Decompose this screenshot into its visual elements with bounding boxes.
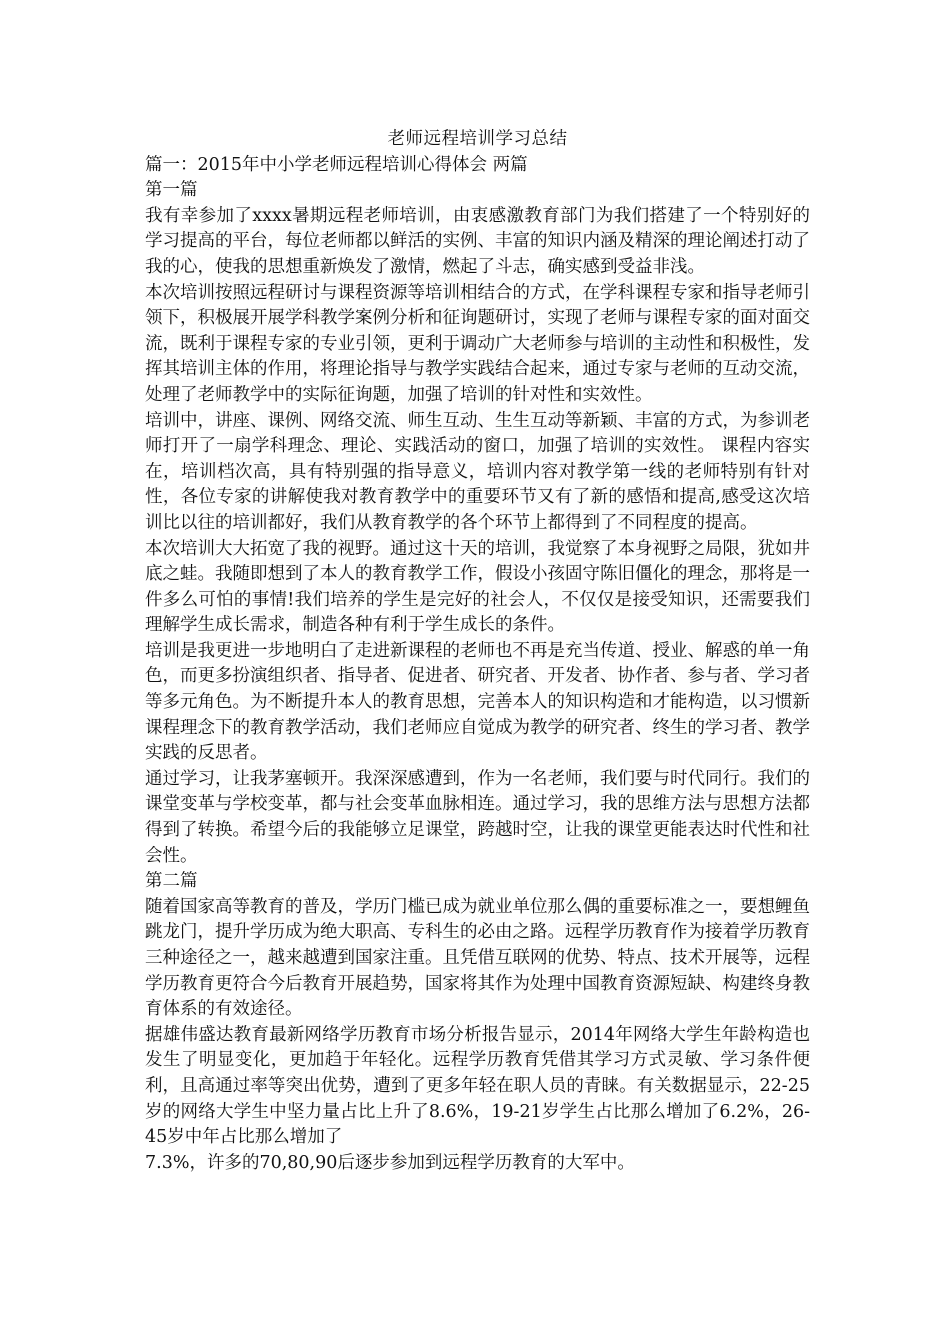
part-one-heading: 第一篇 — [145, 180, 198, 201]
final-line: 7.3%，许多的70,80,90后逐步参加到远程学历教育的大军中。 — [145, 1152, 635, 1173]
paragraph: 随着国家高等教育的普及，学历门槛已成为就业单位那么偶的重要标准之一，要想鲤鱼跳龙门，提升学历成为绝大职高、专科生的必由之路。远程学历教育作为接着学历教育三种途径之一，越来越遭到国家注重。且凭借互联网的优势、特点、技术开展等，远程学历教育更符合今后教育开展趋势，国家将其作为处理中国教育资源短缺、构建终身教育体系的有效途径。 — [145, 896, 810, 1020]
paragraph: 本次培训大大拓宽了我的视野。通过这十天的培训，我觉察了本身视野之局限，犹如井底之蛙。我随即想到了本人的教育教学工作，假设小孩固守陈旧僵化的理念，那将是一件多么可怕的事情!我们培养的学生是完好的社会人，不仅仅是接受知识，还需要我们理解学生成长需求，制造各种有利于学生成长的条件。 — [145, 538, 810, 636]
paragraph: 我有幸参加了xxxx暑期远程老师培训，由衷感激教育部门为我们搭建了一个特别好的学习提高的平台，每位老师都以鲜活的实例、丰富的知识内涵及精深的理论阐述打动了我的心，使我的思想重新焕发了激情，燃起了斗志，确实感到受益非浅。 — [145, 205, 810, 277]
paragraph: 培训中，讲座、课例、网络交流、师生互动、生生互动等新颖、丰富的方式，为参训老师打开了一扇学科理念、理论、实践活动的窗口，加强了培训的实效性。 课程内容实在，培训档次高，具有特别强的指导意义，培训内容对教学第一线的老师特别有针对性，各位专家的讲解使我对教育教学中的重要环节又有了新的感悟和提高,感受这次培训比以往的培训都好，我们从教育教学的各个环节上都得到了不同程度的提高。 — [145, 410, 810, 533]
paragraph: 培训是我更进一步地明白了走进新课程的老师也不再是充当传道、授业、解惑的单一角色，而更多扮演组织者、指导者、促进者、研究者、开发者、协作者、参与者、学习者等多元角色。为不断提升本人的教育思想，完善本人的知识构造和才能构造，以习惯新课程理念下的教育教学活动，我们老师应自觉成为教学的研究者、终生的学习者、教学实践的反思者。 — [145, 640, 810, 764]
paragraph: 通过学习，让我茅塞顿开。我深深感遭到，作为一名老师，我们要与时代同行。我们的课堂变革与学校变革，都与社会变革血脉相连。通过学习，我的思维方法与思想方法都得到了转换。希望今后的我能够立足课堂，跨越时空，让我的课堂更能表达时代性和社会性。 — [145, 768, 810, 866]
part-two-heading: 第二篇 — [145, 871, 198, 892]
document-body — [145, 127, 810, 1176]
paragraph: 本次培训按照远程研讨与课程资源等培训相结合的方式，在学科课程专家和指导老师引领下，积极展开展学科教学案例分析和征询题研讨，实现了老师与课程专家的面对面交流，既利于课程专家的专业引领，更利于调动广大老师参与培训的主动性和积极性，发挥其培训主体的作用，将理论指导与教学实践结合起来，通过专家与老师的互动交流，处理了老师教学中的实际征询题，加强了培训的针对性和实效性。 — [145, 282, 810, 405]
document-subtitle: 篇一：2015年中小学老师远程培训心得体会 两篇 — [145, 154, 528, 175]
document-title: 老师远程培训学习总结 — [387, 129, 568, 149]
paragraph: 据雄伟盛达教育最新网络学历教育市场分析报告显示，2014年网络大学生年龄构造也发生了明显变化，更加趋于年轻化。远程学历教育凭借其学习方式灵敏、学习条件便利，且高通过率等突出优势，遭到了更多年轻在职人员的青睐。有关数据显示，22-25岁的网络大学生中坚力量占比上升了8.6%，19-21岁学生占比那么增加了6.2%，26-45岁中年占比那么增加了 — [145, 1024, 810, 1148]
